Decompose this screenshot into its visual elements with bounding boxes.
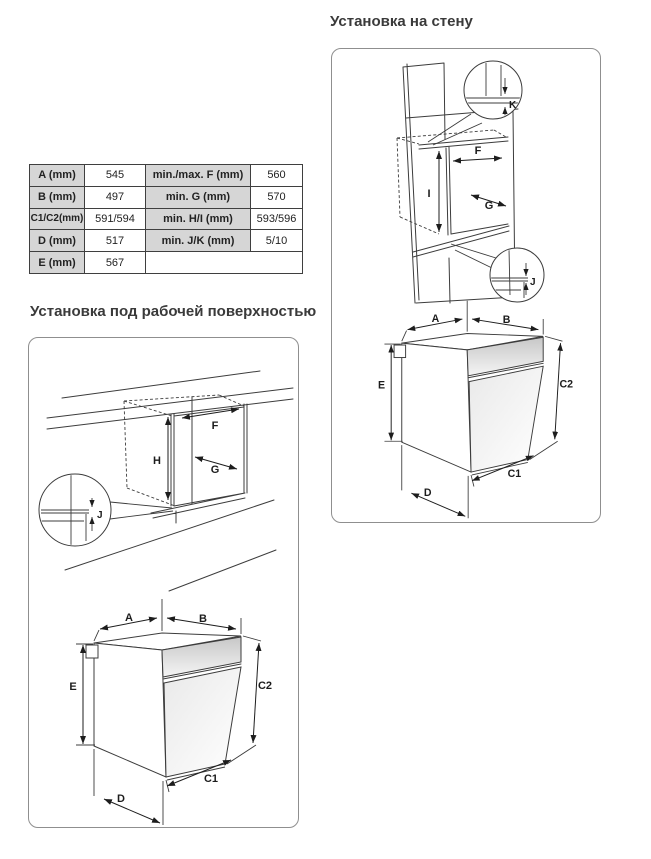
detail-callout-k xyxy=(428,61,522,145)
table-empty-cell xyxy=(146,252,303,274)
dimension-g xyxy=(195,457,237,476)
dimension-f xyxy=(453,145,502,161)
dim-label-j: J xyxy=(97,510,103,521)
dimension-g xyxy=(471,195,506,212)
dim-label-g: G xyxy=(484,200,494,212)
dim-label-f: F xyxy=(211,420,219,432)
dim-label-e: E xyxy=(69,681,77,693)
dim-label-c2: C2 xyxy=(257,680,273,692)
wall-niche-drawing xyxy=(332,51,600,307)
oven-body xyxy=(394,333,543,474)
oven-body xyxy=(86,633,241,780)
dim-label-i: I xyxy=(427,188,431,200)
table-label: min. J/K (mm) xyxy=(146,230,251,252)
table-value: 497 xyxy=(85,187,146,209)
niche-opening-lines xyxy=(151,397,247,523)
oven-isometric-drawing xyxy=(59,593,275,828)
wall-install-heading: Установка на стену xyxy=(330,13,473,30)
dim-label-d: D xyxy=(423,487,432,500)
table-value: 593/596 xyxy=(251,209,303,231)
table-value: 5/10 xyxy=(251,230,303,252)
dim-label-b: B xyxy=(199,613,207,625)
table-value: 570 xyxy=(251,187,303,209)
dim-label-g: G xyxy=(210,464,220,476)
detail-callout-j xyxy=(451,244,544,302)
under-counter-panel xyxy=(28,337,299,828)
dim-label-c1: C1 xyxy=(507,467,522,480)
table-label: E (mm) xyxy=(30,252,85,274)
table-value: 517 xyxy=(85,230,146,252)
table-value: 560 xyxy=(251,165,303,187)
dim-label-e: E xyxy=(378,379,386,392)
detail-callout-j xyxy=(39,474,173,546)
under-counter-heading: Установка под рабочей поверхностью xyxy=(30,303,317,320)
table-value: 567 xyxy=(85,252,146,274)
table-label: A (mm) xyxy=(30,165,85,187)
dim-label-b: B xyxy=(502,313,511,326)
dim-label-a: A xyxy=(431,312,440,325)
dim-label-c2: C2 xyxy=(559,378,574,391)
dim-label-c1: C1 xyxy=(203,773,219,785)
under-counter-niche-drawing xyxy=(29,354,298,593)
dim-label-k: K xyxy=(509,100,517,111)
table-value: 591/594 xyxy=(85,209,146,231)
oven-isometric-drawing xyxy=(368,295,576,523)
dim-label-h: H xyxy=(153,455,161,467)
dim-label-f: F xyxy=(474,145,482,157)
dimensions-table xyxy=(29,164,303,274)
table-value: 545 xyxy=(85,165,146,187)
table-label: C1/C2(mm) xyxy=(30,209,85,231)
worktop-lines xyxy=(47,371,293,429)
table-label: min. H/I (mm) xyxy=(146,209,251,231)
dim-label-j: J xyxy=(530,277,536,288)
mounting-notch xyxy=(86,645,98,658)
dim-label-d: D xyxy=(117,793,125,805)
dimension-f xyxy=(182,409,239,432)
dim-label-a: A xyxy=(125,612,133,624)
table-label: min./max. F (mm) xyxy=(146,165,251,187)
wall-install-panel xyxy=(331,48,601,523)
mounting-notch xyxy=(394,345,406,358)
callout-circle-j xyxy=(490,248,544,302)
niche-hidden-edges xyxy=(124,395,244,506)
dimension-h xyxy=(153,417,168,500)
dimension-i xyxy=(427,151,439,232)
table-label: B (mm) xyxy=(30,187,85,209)
table-label: min. G (mm) xyxy=(146,187,251,209)
table-label: D (mm) xyxy=(30,230,85,252)
